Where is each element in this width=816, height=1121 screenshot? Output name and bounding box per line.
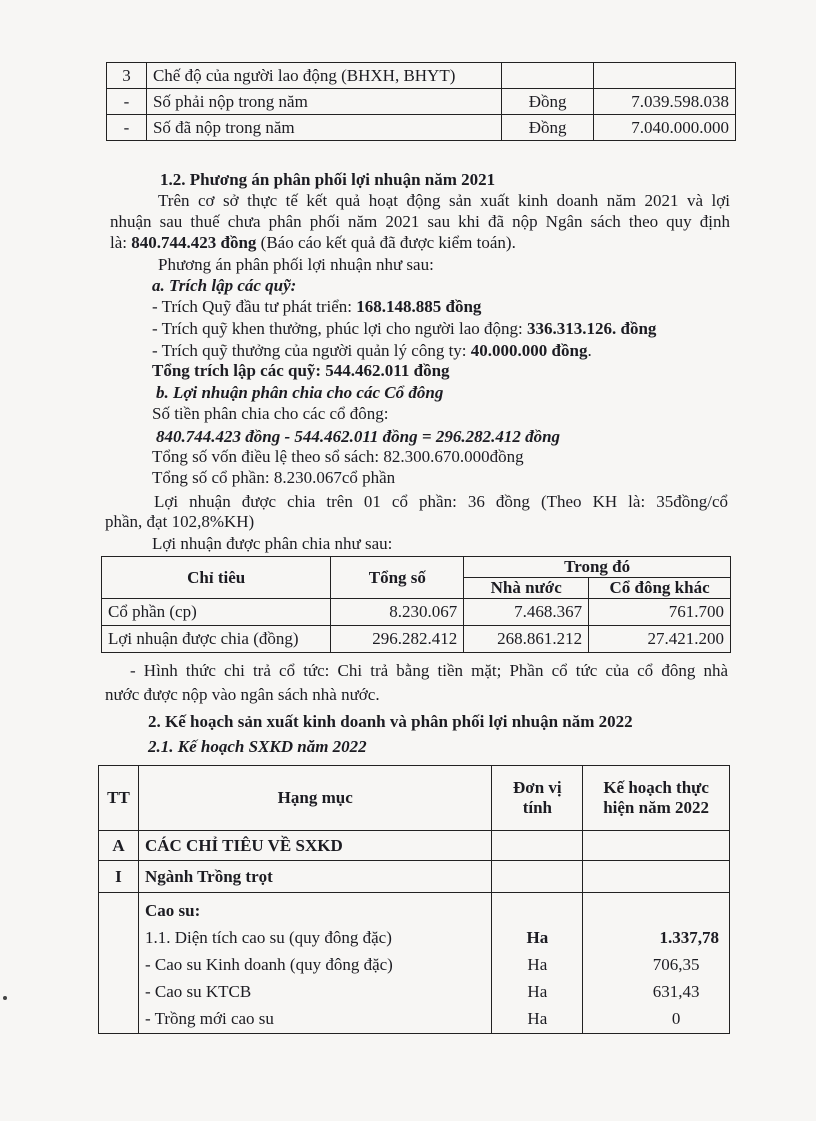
paragraph-line xyxy=(110,233,516,253)
col-plan-line: hiện năm 2022 xyxy=(603,798,709,817)
col-other: Cổ đông khác xyxy=(589,578,731,599)
scan-speck xyxy=(3,996,7,1000)
distribution-intro: Lợi nhuận được phân chia như sau: xyxy=(152,534,393,553)
fund-item xyxy=(152,341,592,361)
table-row xyxy=(107,63,736,89)
row-other: 761.700 xyxy=(589,599,731,626)
row-tt: A xyxy=(99,831,139,861)
row-total: 296.282.412 xyxy=(331,626,464,653)
profit-formula: 840.744.423 đồng - 544.462.011 đồng = 296.282.412 đồng xyxy=(156,427,561,446)
row-unit: Đồng xyxy=(502,89,594,115)
row-tt: I xyxy=(99,861,139,893)
rubber-item-unit: Ha xyxy=(527,982,548,1001)
rubber-item-label: - Trồng mới cao su xyxy=(144,1009,274,1028)
row-indicator: Cổ phần (cp) xyxy=(102,599,331,626)
dividend-note: - Hình thức chi trả cổ tức: Chi trả bằng tiền mặt; Phần cổ tức của cổ đông nhà xyxy=(130,661,728,680)
row-number: 3 xyxy=(107,63,147,89)
dividend-note: nước được nộp vào ngân sách nhà nước. xyxy=(105,685,380,704)
per-share-line: phần, đạt 102,8%KH) xyxy=(105,512,255,531)
col-plan xyxy=(583,766,730,831)
rubber-item-label: - Cao su Kinh doanh (quy đông đặc) xyxy=(144,955,393,974)
col-item: Hạng mục xyxy=(138,766,492,831)
row-number: - xyxy=(107,89,147,115)
table-row xyxy=(107,115,736,141)
share-intro: Số tiền phân chia cho các cổ đông: xyxy=(152,404,389,423)
section-heading: 2. Kế hoạch sản xuất kinh doanh và phân phối lợi nhuận năm 2022 xyxy=(148,712,633,731)
row-tt xyxy=(99,893,139,1034)
table-row xyxy=(107,89,736,115)
row-plan xyxy=(583,893,730,1034)
paragraph-line: Trên cơ sở thực tế kết quả hoạt động sản xuất kinh doanh năm 2021 và lợi xyxy=(158,191,730,210)
col-total: Tổng số xyxy=(331,557,464,599)
fund-amount: 40.000.000 đồng xyxy=(470,341,588,360)
rubber-item-unit: Ha xyxy=(527,955,548,974)
rubber-item-value: 631,43 xyxy=(652,982,700,1001)
per-share-line: Lợi nhuận được chia trên 01 cổ phần: 36 đồng (Theo KH là: 35đồng/cổ xyxy=(154,492,728,511)
row-unit xyxy=(492,831,583,861)
col-indicator: Chỉ tiêu xyxy=(102,557,331,599)
table-row xyxy=(99,831,730,861)
business-plan-table xyxy=(98,765,730,1034)
fund-end: . xyxy=(587,341,592,360)
row-unit xyxy=(492,861,583,893)
row-unit: Đồng xyxy=(502,115,594,141)
fund-label: - Trích quỹ thưởng của người quản lý công ty: xyxy=(152,341,471,360)
col-tt: TT xyxy=(99,766,139,831)
subheading-a: a. Trích lập các quỹ: xyxy=(152,276,297,295)
col-group: Trong đó xyxy=(464,557,731,578)
row-item: Số đã nộp trong năm xyxy=(146,115,501,141)
rubber-item-value: 0 xyxy=(671,1009,681,1028)
row-unit xyxy=(502,63,594,89)
section-subheading: 2.1. Kế hoạch SXKD năm 2022 xyxy=(148,737,367,756)
row-unit xyxy=(492,893,583,1034)
row-item: Ngành Trồng trọt xyxy=(138,861,492,893)
row-plan xyxy=(583,861,730,893)
row-other: 27.421.200 xyxy=(589,626,731,653)
fund-label: - Trích quỹ khen thưởng, phúc lợi cho người lao động: xyxy=(152,319,527,338)
charter-capital: Tổng số vốn điều lệ theo sổ sách: 82.300.670.000đồng xyxy=(152,447,524,466)
row-value: 7.040.000.000 xyxy=(594,115,736,141)
row-state: 268.861.212 xyxy=(464,626,589,653)
text-prefix: là: xyxy=(110,233,132,252)
text-suffix: (Báo cáo kết quả đã được kiểm toán). xyxy=(256,233,516,252)
table-row xyxy=(99,861,730,893)
row-item xyxy=(138,893,492,1034)
row-value xyxy=(594,63,736,89)
total-shares: Tổng số cổ phần: 8.230.067cổ phần xyxy=(152,468,396,487)
row-value: 7.039.598.038 xyxy=(594,89,736,115)
profit-distribution-table xyxy=(101,556,731,653)
rubber-item-label: - Cao su KTCB xyxy=(144,982,252,1001)
row-item: CÁC CHỈ TIÊU VỀ SXKD xyxy=(138,831,492,861)
paragraph-line: nhuận sau thuế chưa phân phối năm 2021 sau khi đã nộp Ngân sách theo quy định xyxy=(110,212,730,231)
fund-item xyxy=(152,319,656,339)
row-plan xyxy=(583,831,730,861)
col-unit-line: tính xyxy=(522,798,552,817)
total-funds: Tổng trích lập các quỹ: 544.462.011 đồng xyxy=(152,361,450,380)
col-unit-line: Đơn vị xyxy=(513,778,562,797)
rubber-item-value: 706,35 xyxy=(652,955,700,974)
row-item: Số phải nộp trong năm xyxy=(146,89,501,115)
row-state: 7.468.367 xyxy=(464,599,589,626)
rubber-item-unit: Ha xyxy=(526,928,549,947)
rubber-item-value: 1.337,78 xyxy=(659,928,719,947)
col-state: Nhà nước xyxy=(464,578,589,599)
fund-label: - Trích Quỹ đầu tư phát triển: xyxy=(152,297,357,316)
fund-amount: 168.148.885 đồng xyxy=(356,297,482,316)
row-indicator: Lợi nhuận được chia (đồng) xyxy=(102,626,331,653)
col-plan-line: Kế hoạch thực xyxy=(603,778,709,797)
rubber-item-unit: Ha xyxy=(527,1009,548,1028)
col-unit xyxy=(492,766,583,831)
table-row xyxy=(102,599,731,626)
table-header-row xyxy=(99,766,730,831)
row-item: Chế độ của người lao động (BHXH, BHYT) xyxy=(146,63,501,89)
fund-amount: 336.313.126. đồng xyxy=(527,319,657,338)
row-total: 8.230.067 xyxy=(331,599,464,626)
table-header-row xyxy=(102,557,731,578)
table-row xyxy=(99,893,730,1034)
fund-item xyxy=(152,297,481,317)
plan-intro: Phương án phân phối lợi nhuận như sau: xyxy=(158,255,434,274)
rubber-title: Cao su: xyxy=(144,901,201,920)
subheading-b: b. Lợi nhuận phân chia cho các Cổ đông xyxy=(156,383,444,402)
section-heading: 1.2. Phương án phân phối lợi nhuận năm 2021 xyxy=(160,170,496,189)
profit-amount: 840.744.423 đồng xyxy=(131,233,257,252)
rubber-item-label: 1.1. Diện tích cao su (quy đông đặc) xyxy=(144,928,392,947)
table-row xyxy=(102,626,731,653)
labor-benefits-table xyxy=(106,62,736,141)
row-number: - xyxy=(107,115,147,141)
